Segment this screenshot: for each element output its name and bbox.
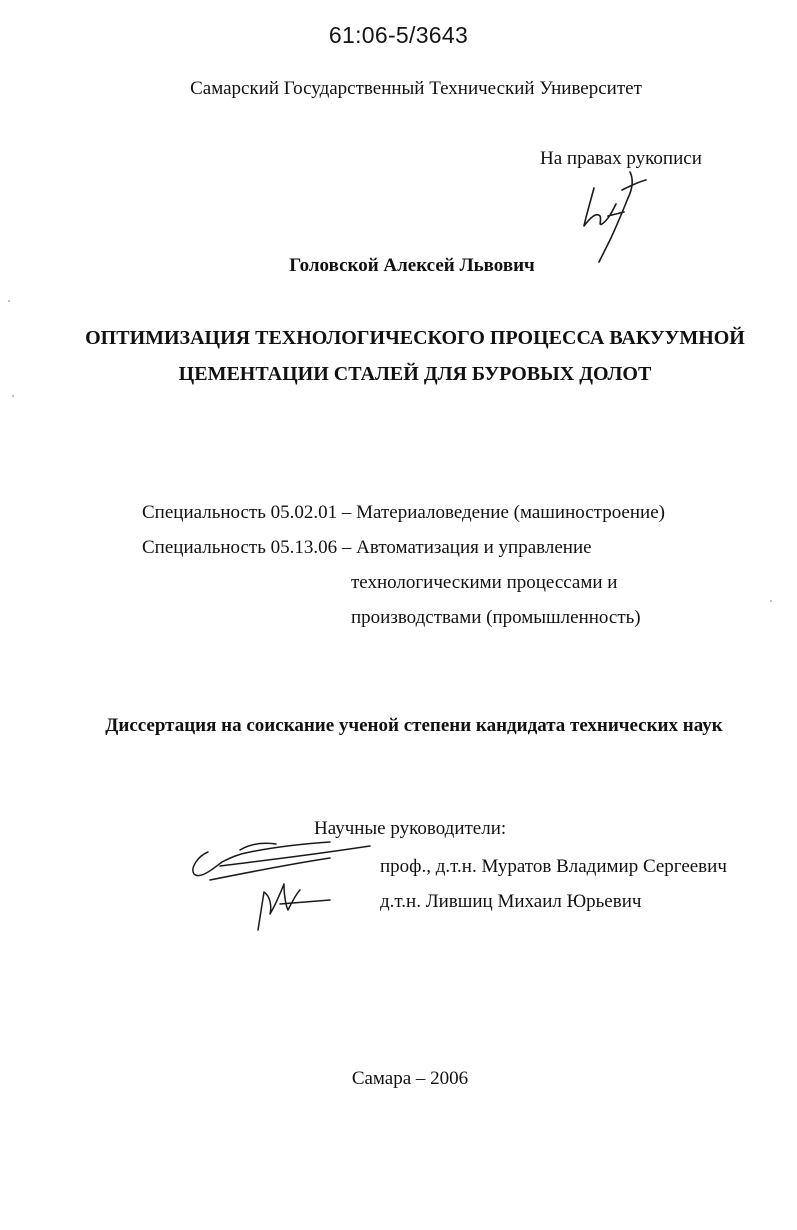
advisor-2: д.т.н. Лившиц Михаил Юрьевич: [380, 891, 642, 912]
specialty-1: Специальность 05.02.01 – Материаловедение (машиностроение): [142, 502, 665, 523]
city-year: Самара – 2006: [351, 1068, 469, 1089]
specialty-2: Специальность 05.13.06 – Автоматизация и управление: [142, 537, 592, 558]
scan-speck: [8, 300, 10, 302]
title-line-2: ЦЕМЕНТАЦИИ СТАЛЕЙ ДЛЯ БУРОВЫХ ДОЛОТ: [178, 363, 652, 385]
university-name: Самарский Государственный Технический Университет: [190, 78, 642, 99]
author-signature: [572, 168, 652, 263]
dissertation-title: [40, 320, 790, 392]
specialty-2-continuation-1: технологическими процессами и: [351, 572, 618, 593]
author-name: Головской Алексей Львович: [289, 255, 535, 276]
scan-speck: [770, 600, 772, 602]
dissertation-degree: Диссертация на соискание ученой степени кандидата технических наук: [105, 715, 723, 736]
specialty-2-continuation-2: производствами (промышленность): [351, 607, 641, 628]
manuscript-rights: На правах рукописи: [540, 148, 702, 169]
call-number: 61:06-5/3643: [328, 22, 469, 48]
advisors-label: Научные руководители:: [314, 818, 507, 839]
advisor-1: проф., д.т.н. Муратов Владимир Сергеевич: [380, 856, 727, 877]
title-line-1: ОПТИМИЗАЦИЯ ТЕХНОЛОГИЧЕСКОГО ПРОЦЕССА ВАКУУМНОЙ: [85, 327, 745, 349]
scan-speck: [12, 395, 14, 397]
advisors-signatures: [180, 834, 375, 934]
